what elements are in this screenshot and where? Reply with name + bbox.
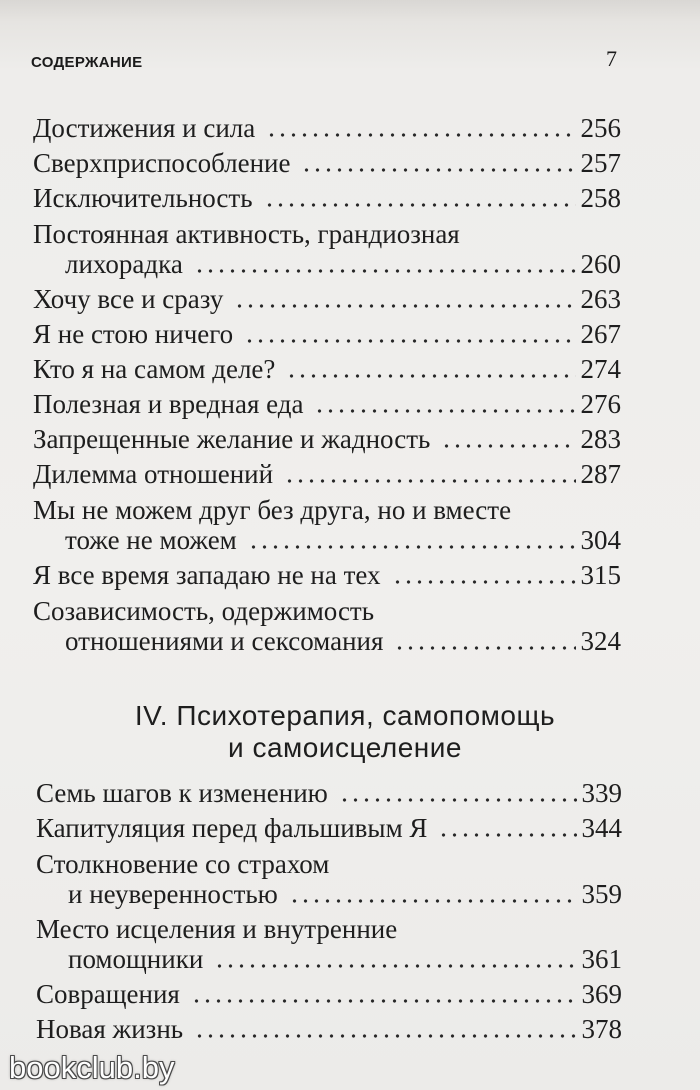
- toc-entry-line: [36, 944, 622, 974]
- leader-dots: [394, 646, 575, 650]
- toc-entry-title: Совращения: [36, 979, 180, 1009]
- toc-page-number: 276: [580, 389, 621, 419]
- toc-entry: [33, 459, 621, 489]
- leader-dots: [441, 444, 575, 448]
- toc-entry-line: [33, 459, 621, 489]
- toc-entry-title: Место исцеления и внутренние: [36, 914, 398, 944]
- toc-entry-line: [33, 560, 621, 590]
- toc-entry: [33, 389, 621, 419]
- toc-entry-line: [36, 849, 622, 879]
- leader-dots: [289, 899, 577, 903]
- toc-entry-line: [33, 113, 621, 143]
- toc-page-number: 344: [581, 813, 622, 843]
- toc-entry-line: [33, 319, 621, 349]
- toc-entry-title: помощники: [68, 944, 204, 974]
- toc-entry-title: Достижения и сила: [33, 113, 256, 143]
- toc-entry-title: Созависимость, одержимость: [33, 596, 375, 626]
- running-header: [31, 46, 619, 74]
- toc-page-number: 263: [580, 284, 621, 314]
- toc-entry: [33, 495, 621, 555]
- section-heading-line: IV. Психотерапия, самопомощь: [134, 700, 556, 731]
- toc-entry-line: [33, 424, 621, 454]
- toc-entry-line: [36, 813, 622, 843]
- toc-entry: [36, 979, 622, 1009]
- toc-entry-line: [36, 1014, 622, 1044]
- toc-entry-title: Дилемма отношений: [33, 459, 274, 489]
- toc-entry: [36, 849, 622, 909]
- toc-entry: [36, 778, 622, 808]
- toc-entry-line: [33, 219, 621, 249]
- toc-page-number: 274: [580, 354, 621, 384]
- toc-entry: [36, 1014, 622, 1044]
- toc-entry-title: Капитуляция перед фальшивым Я: [36, 813, 428, 843]
- toc-page-number: 283: [580, 424, 621, 454]
- toc-entry-title: Исключительность: [33, 183, 253, 213]
- leader-dots: [314, 409, 575, 413]
- leader-dots: [194, 269, 576, 273]
- toc-entry: [33, 284, 621, 314]
- toc-entry-title: Мы не можем друг без друга, но и вместе: [33, 495, 512, 525]
- leader-dots: [286, 374, 575, 378]
- leader-dots: [264, 203, 576, 207]
- toc-page-number: 260: [580, 249, 621, 279]
- toc-entry-line: [33, 389, 621, 419]
- toc-page-number: 287: [580, 459, 621, 489]
- toc-page-number: 359: [581, 879, 622, 909]
- toc-entry: [33, 148, 621, 178]
- toc-entry-title: Хочу все и сразу: [33, 284, 224, 314]
- toc-page-number: 361: [581, 944, 622, 974]
- toc-entry: [36, 813, 622, 843]
- toc-entry: [33, 183, 621, 213]
- toc-page-number: 267: [580, 319, 621, 349]
- toc-entry: [33, 219, 621, 279]
- toc-page-number: 339: [581, 778, 622, 808]
- toc-entry-title: тоже не можем: [65, 525, 237, 555]
- toc-entry-title: Я не стою ничего: [33, 319, 234, 349]
- toc-entry: [33, 319, 621, 349]
- toc-entry-title: Постоянная активность, грандиозная: [33, 219, 460, 249]
- toc-page-number: 304: [580, 525, 621, 555]
- toc-page-number: 256: [580, 113, 621, 143]
- section-heading-line: и самоисцеление: [228, 732, 462, 763]
- toc-list-part-iv: [36, 778, 622, 1049]
- leader-dots: [244, 339, 575, 343]
- toc-page-number: 258: [580, 183, 621, 213]
- leader-dots: [301, 168, 575, 172]
- toc-entry-line: [33, 354, 621, 384]
- leader-dots: [191, 999, 577, 1003]
- toc-entry-line: [33, 596, 621, 626]
- leader-dots: [214, 964, 576, 968]
- toc-page-number: 315: [580, 560, 621, 590]
- toc-entry-line: [33, 525, 621, 555]
- leader-dots: [392, 580, 576, 584]
- toc-entry: [36, 914, 622, 974]
- toc-page-number: 257: [580, 148, 621, 178]
- toc-entry-line: [36, 778, 622, 808]
- leader-dots: [339, 798, 577, 802]
- toc-entry: [33, 354, 621, 384]
- toc-page-number: 378: [581, 1014, 622, 1044]
- toc-list: [33, 113, 621, 661]
- leader-dots: [194, 1034, 576, 1038]
- toc-entry-line: [33, 495, 621, 525]
- toc-entry-title: Столкновение со страхом: [36, 849, 330, 879]
- toc-entry-title: лихорадка: [65, 249, 183, 279]
- toc-entry: [33, 596, 621, 656]
- toc-page-number: 369: [581, 979, 622, 1009]
- leader-dots: [266, 133, 575, 137]
- toc-entry: [33, 560, 621, 590]
- toc-entry-title: Кто я на самом деле?: [33, 354, 276, 384]
- leader-dots: [284, 479, 575, 483]
- toc-entry-line: [33, 183, 621, 213]
- toc-entry-line: [33, 284, 621, 314]
- watermark: bookclub.by: [9, 1050, 175, 1085]
- toc-entry-title: Полезная и вредная еда: [33, 389, 304, 419]
- toc-entry: [33, 113, 621, 143]
- section-heading: [33, 700, 621, 764]
- running-header-title: СОДЕРЖАНИЕ: [31, 54, 143, 71]
- toc-entry-line: [33, 249, 621, 279]
- toc-entry-line: [36, 879, 622, 909]
- toc-entry-line: [33, 626, 621, 656]
- toc-entry-line: [33, 148, 621, 178]
- toc-entry-line: [36, 914, 622, 944]
- toc-entry-title: Новая жизнь: [36, 1014, 184, 1044]
- toc-entry-line: [36, 979, 622, 1009]
- toc-entry-title: Сверхприспособление: [33, 148, 291, 178]
- leader-dots: [234, 304, 575, 308]
- leader-dots: [438, 833, 576, 837]
- leader-dots: [248, 545, 576, 549]
- toc-entry-title: Я все время западаю не на тех: [33, 560, 381, 590]
- page-number: 7: [606, 46, 617, 71]
- toc-entry: [33, 424, 621, 454]
- toc-page-number: 324: [580, 626, 621, 656]
- toc-entry-title: Семь шагов к изменению: [36, 778, 328, 808]
- toc-entry-title: и неуверенностью: [68, 879, 278, 909]
- toc-entry-title: отношениями и сексомания: [65, 626, 384, 656]
- toc-entry-title: Запрещенные желание и жадность: [33, 424, 431, 454]
